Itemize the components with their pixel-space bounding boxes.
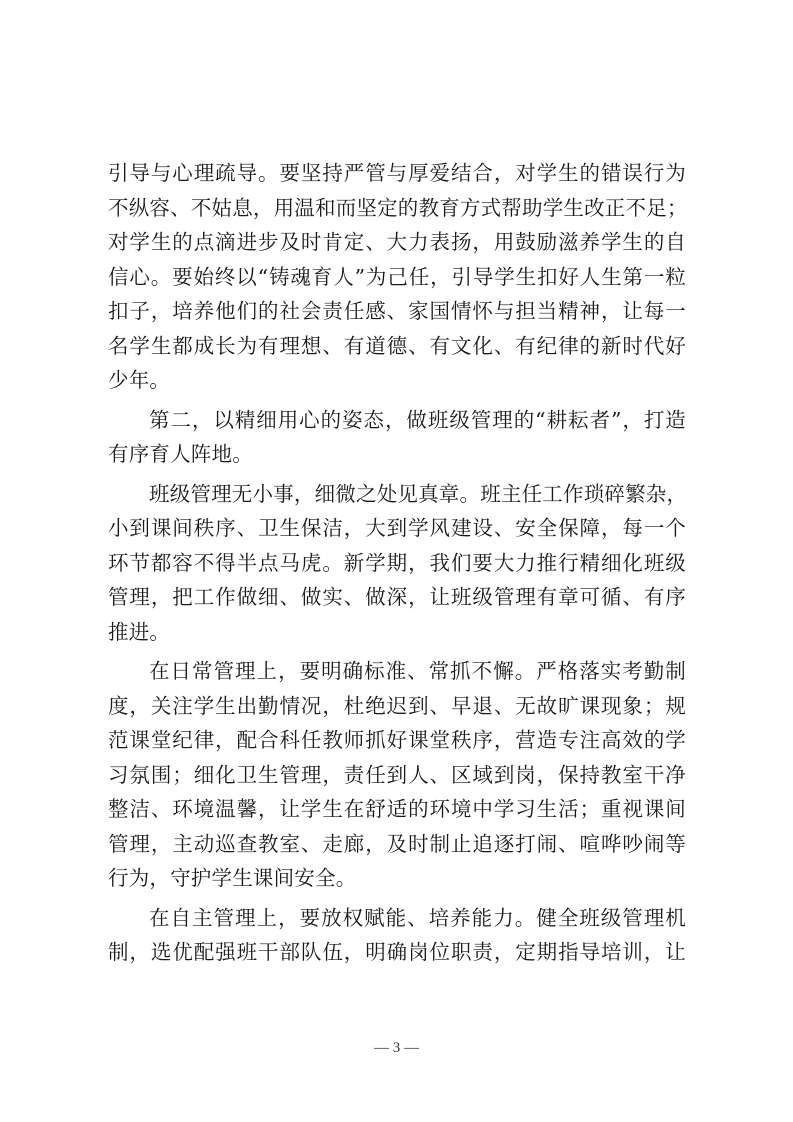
text-line: 小到课间秩序、卫生保洁，大到学风建设、安全保障，每一个 [108,516,686,540]
text-line: 推进。 [108,619,171,644]
text-line: 对学生的点滴进步及时肯定、大力表扬，用鼓励滋养学生的自 [108,230,686,254]
paragraph-5 [108,901,686,970]
text-line: 少年。 [108,368,171,392]
paragraph-4 [108,654,686,896]
text-line: 信心。要始终以“铸魂育人”为己任，引导学生扣好人生第一粒 [108,264,686,289]
page-number: — 3 — [374,1040,419,1056]
body-text [108,156,686,970]
text-line: 在自主管理上，要放权赋能、培养能力。健全班级管理机 [149,905,686,930]
text-line: 环节都容不得半点马虎。新学期，我们要大力推行精细化班级 [108,550,686,575]
text-line: 班级管理无小事，细微之处见真章。班主任工作琐碎繁杂， [149,481,688,506]
text-line: 习氛围；细化卫生管理，责任到人、区域到岗，保持教室干净 [108,762,686,787]
text-line: 在日常管理上，要明确标准、常抓不懈。严格落实考勤制 [149,659,686,683]
text-line: 管理，主动巡查教室、走廊，及时制止追逐打闹、喧哗吵闹等 [108,831,686,856]
text-line: 扣子，培养他们的社会责任感、家国情怀与担当精神，让每一 [108,299,686,323]
text-line: 范课堂纪律，配合科任教师抓好课堂秩序，营造专注高效的学 [108,728,686,752]
paragraph-1 [108,156,686,398]
paragraph-3 [108,477,686,650]
text-line: 有序育人阵地。 [108,442,253,466]
paragraph-2-heading [108,403,686,472]
text-line: 度，关注学生出勤情况，杜绝迟到、早退、无故旷课现象；规 [108,693,686,718]
text-line: 不纵容、不姑息，用温和而坚定的教育方式帮助学生改正不足； [108,195,688,220]
text-line: 第二，以精细用心的姿态，做班级管理的“耕耘者”，打造 [149,407,686,432]
text-line: 名学生都成长为有理想、有道德、有文化、有纪律的新时代好 [108,333,686,358]
text-line: 整洁、环境温馨，让学生在舒适的环境中学习生活；重视课间 [108,797,686,821]
text-line: 行为，守护学生课间安全。 [108,866,357,890]
text-line: 引导与心理疏导。要坚持严管与厚爱结合，对学生的错误行为 [108,161,686,185]
text-line: 制，选优配强班干部队伍，明确岗位职责，定期指导培训，让 [108,940,686,964]
text-line: 管理，把工作做细、做实、做深，让班级管理有章可循、有序 [108,585,686,609]
